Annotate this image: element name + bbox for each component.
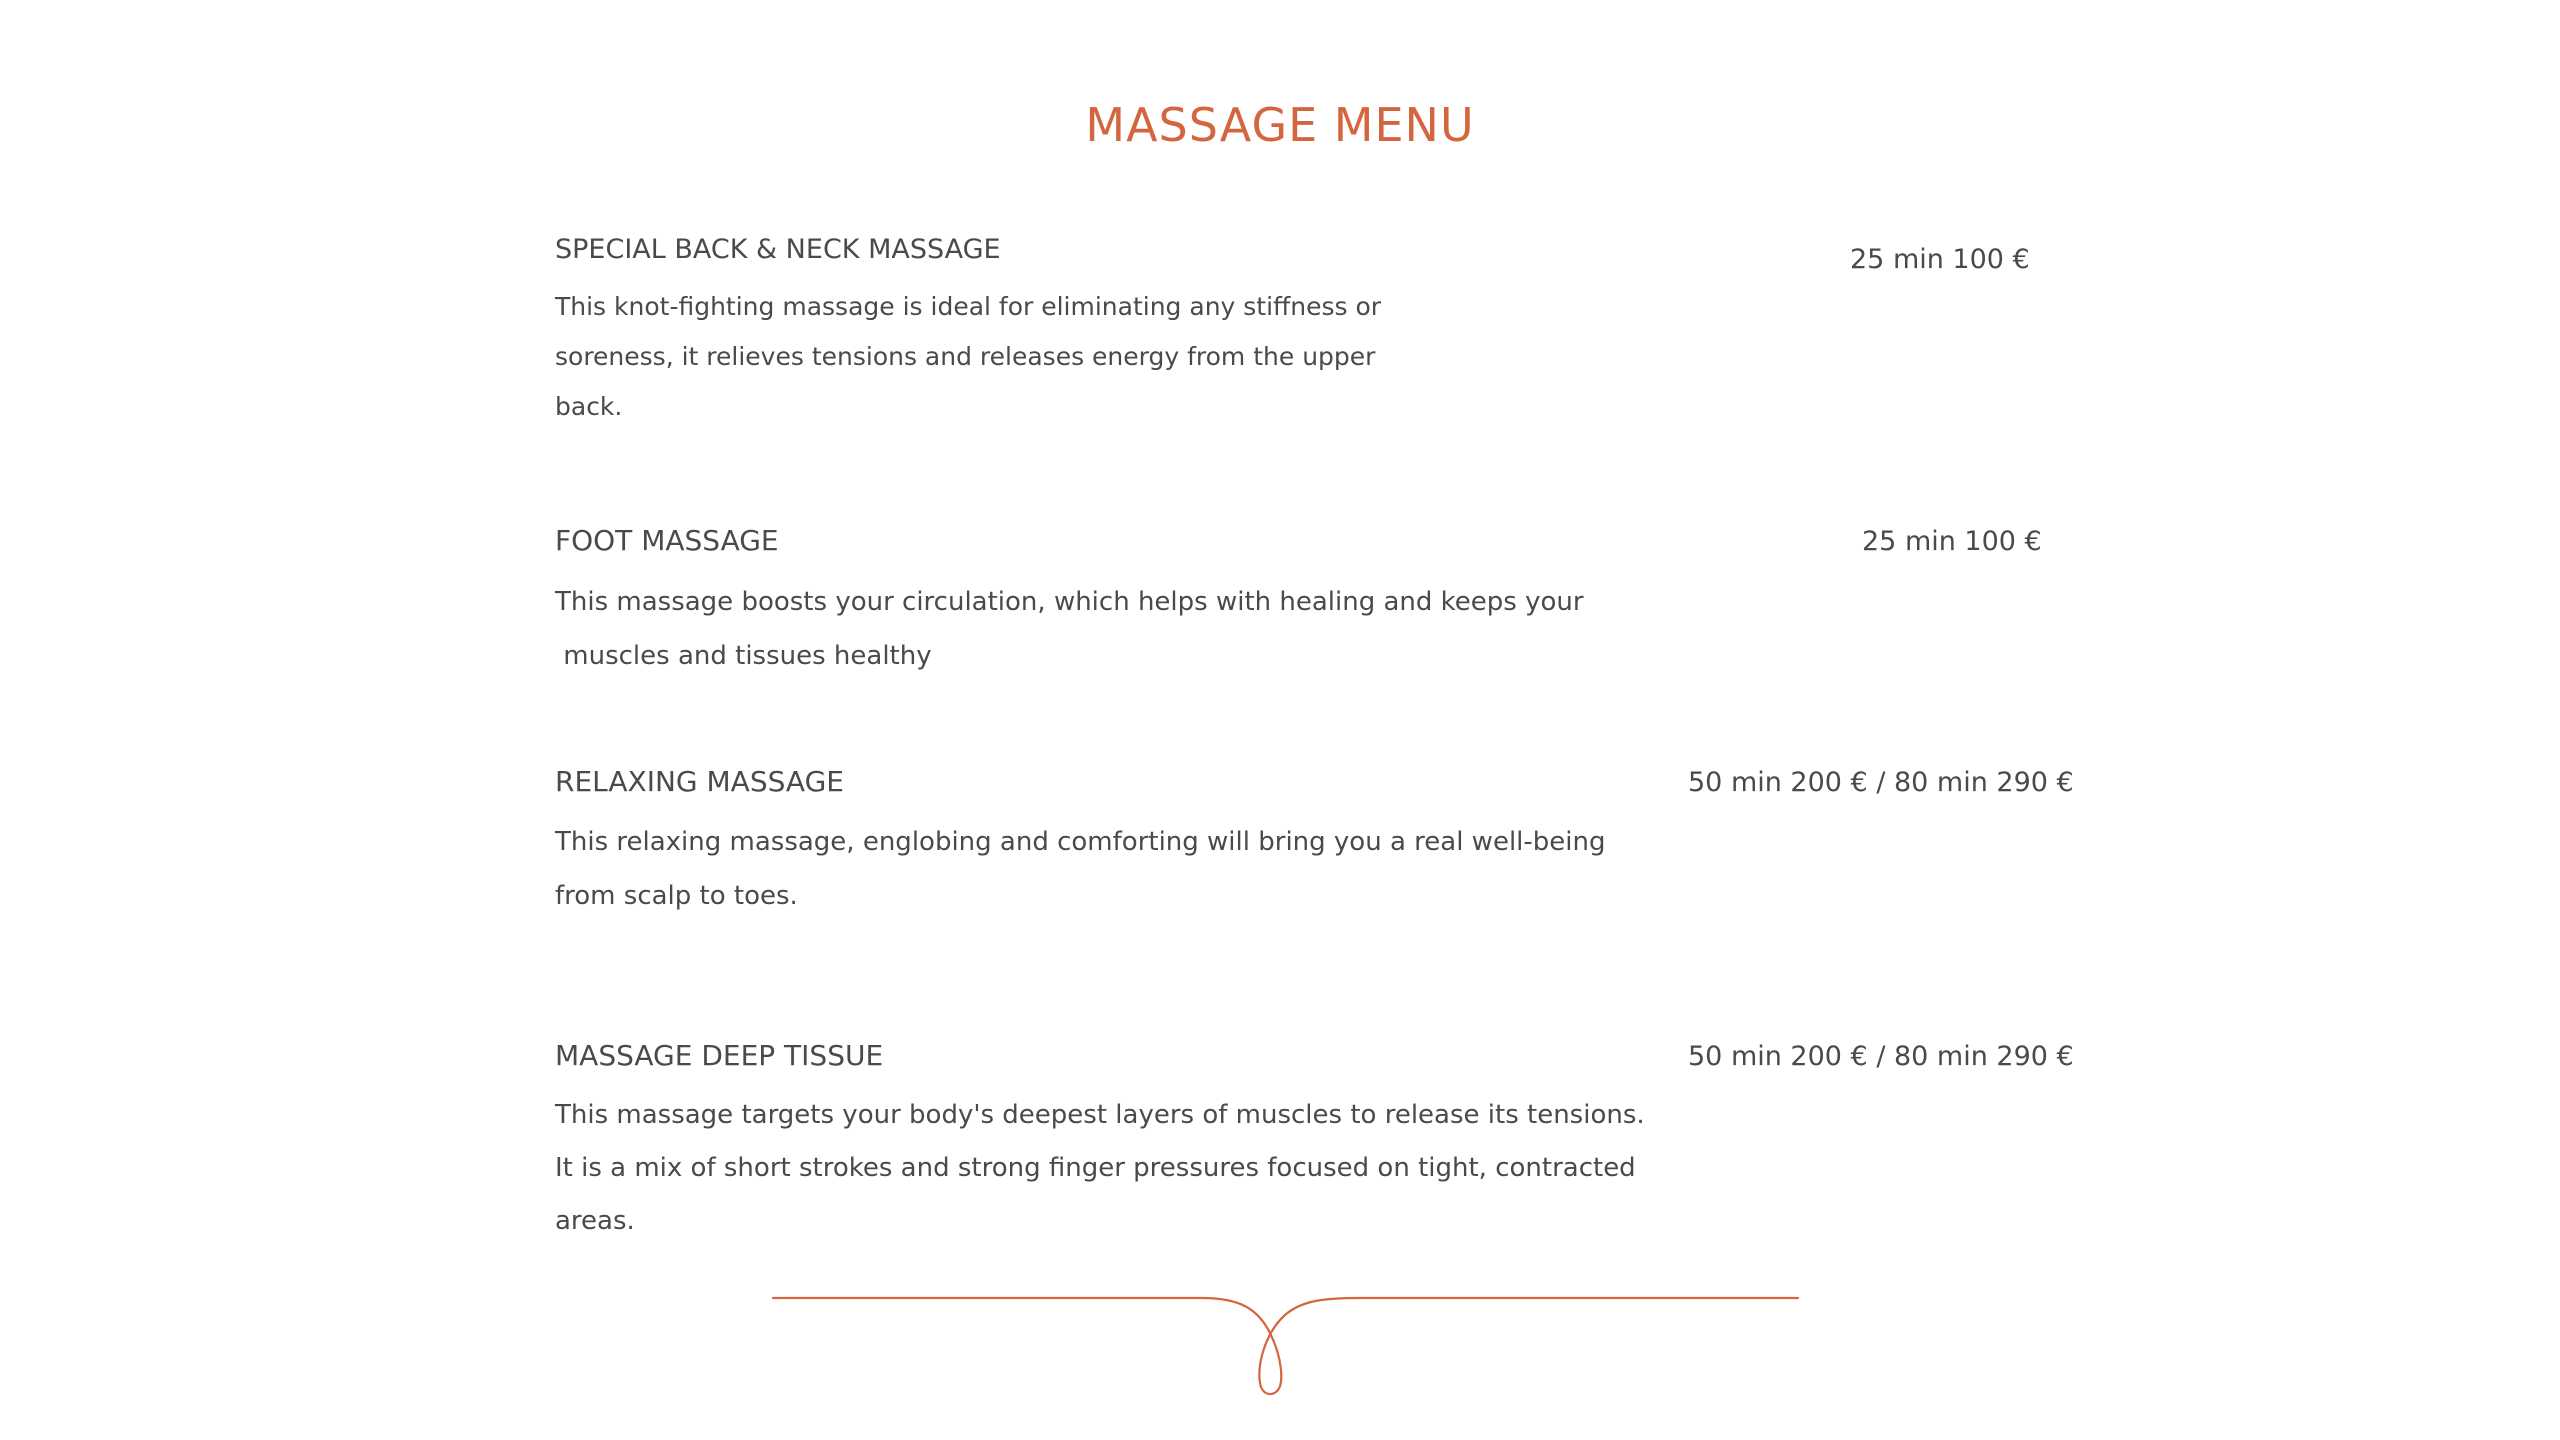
description-line: from scalp to toes.: [555, 881, 798, 911]
item-price: 25 min 100 €: [1850, 244, 2030, 275]
item-name: SPECIAL BACK & NECK MASSAGE: [555, 234, 1001, 265]
item-price: 50 min 200 € / 80 min 290 €: [1688, 767, 2074, 798]
description-line: muscles and tissues healthy: [555, 641, 932, 671]
item-price: 25 min 100 €: [1862, 526, 2042, 557]
item-name: RELAXING MASSAGE: [555, 765, 844, 798]
item-description: [555, 1089, 1645, 1248]
description-line: back.: [555, 392, 623, 421]
item-description: [555, 282, 1381, 432]
description-line: This massage targets your body's deepest layers of muscles to release its tensions.: [555, 1100, 1645, 1130]
description-line: This relaxing massage, englobing and comforting will bring you a real well-being: [555, 827, 1606, 857]
menu-title: MASSAGE MENU: [1085, 98, 1475, 152]
description-line: This knot-fighting massage is ideal for eliminating any stiffness or: [555, 292, 1382, 321]
item-description: [555, 815, 1605, 923]
item-price: 50 min 200 € / 80 min 290 €: [1688, 1041, 2074, 1072]
item-name: MASSAGE DEEP TISSUE: [555, 1039, 884, 1072]
flourish-divider-icon: [770, 1285, 1800, 1400]
item-name: FOOT MASSAGE: [555, 524, 779, 557]
item-description: [555, 575, 1584, 683]
description-line: areas.: [555, 1206, 635, 1236]
description-line: This massage boosts your circulation, which helps with healing and keeps your: [555, 587, 1584, 617]
description-line: It is a mix of short strokes and strong finger pressures focused on tight, contracted: [555, 1153, 1636, 1183]
description-line: soreness, it relieves tensions and releases energy from the upper: [555, 342, 1376, 371]
